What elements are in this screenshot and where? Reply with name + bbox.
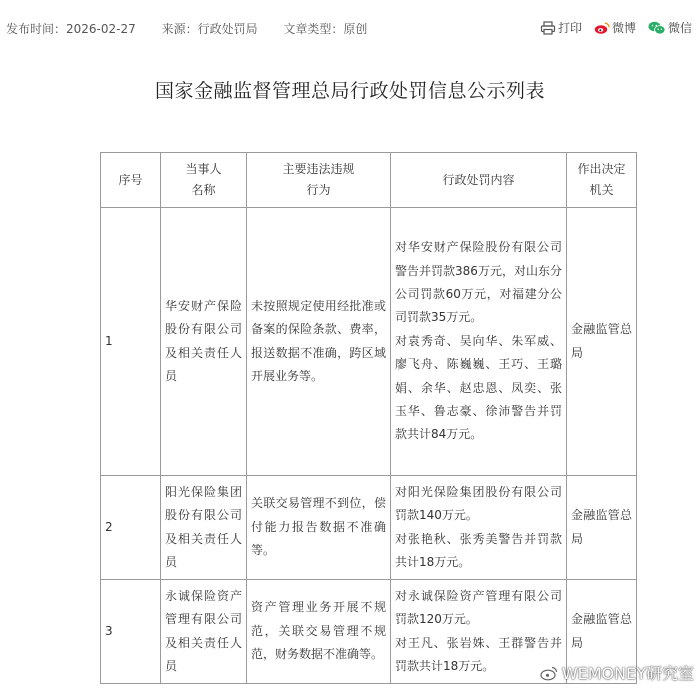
weibo-share-button[interactable] <box>594 19 636 36</box>
wechat-icon <box>648 21 666 35</box>
header-penalty: 行政处罚内容 <box>391 153 567 208</box>
penalty-line: 对阳光保险集团股份有限公司罚款140万元。 <box>395 484 562 523</box>
watermark <box>540 661 694 684</box>
source: 来源：行政处罚局 <box>161 22 258 36</box>
print-button[interactable] <box>540 19 582 36</box>
penalty-line: 对袁秀奇、吴向华、朱军威、廖飞舟、陈巍巍、王巧、王璐娟、余华、赵忠恩、凤奕、张玉华、鲁志豪、徐沛警告并罚款共计84万元。 <box>395 333 562 442</box>
row-penalty <box>391 476 567 580</box>
article-type: 文章类型：原创 <box>283 22 368 36</box>
wechat-label: 微信 <box>667 21 692 35</box>
row-violation: 关联交易管理不到位，偿付能力报告数据不准确等。 <box>247 476 391 580</box>
row-authority: 金融监管总局 <box>567 580 637 684</box>
penalty-table <box>100 152 637 684</box>
row-violation: 资产管理业务开展不规范，关联交易管理不规范，财务数据不准确等。 <box>247 580 391 684</box>
row-party: 永诚保险资产管理有限公司及相关责任人员 <box>161 580 247 684</box>
header-no: 序号 <box>101 153 161 208</box>
weibo-watermark-icon <box>540 665 558 681</box>
table-row <box>101 476 637 580</box>
header-violation: 主要违法违规 行为 <box>247 153 391 208</box>
publish-time: 发布时间：2026-02-27 <box>6 22 136 36</box>
penalty-line: 对王凡、张岩姝、王群警告并罚款共计18万元。 <box>395 635 562 673</box>
row-violation: 未按照规定使用经批准或备案的保险条款、费率，报送数据不准确，跨区域开展业务等。 <box>247 208 391 476</box>
row-penalty <box>391 208 567 476</box>
row-authority: 金融监管总局 <box>567 208 637 476</box>
header-authority: 作出决定 机关 <box>567 153 637 208</box>
watermark-text: WEMONEY研究室 <box>561 664 694 683</box>
row-authority: 金融监管总局 <box>567 476 637 580</box>
print-label: 打印 <box>557 21 582 35</box>
page-title: 国家金融监督管理总局行政处罚信息公示列表 <box>154 80 545 102</box>
row-no: 1 <box>101 208 161 476</box>
penalty-line: 对永诚保险资产管理有限公司罚款120万元。 <box>395 588 562 627</box>
penalty-line: 对华安财产保险股份有限公司警告并罚款386万元，对山东分公司罚款60万元，对福建分公司罚款35万元。 <box>395 240 562 325</box>
weibo-label: 微博 <box>611 21 636 35</box>
penalty-line: 对张艳秋、张秀美警告并罚款共计18万元。 <box>395 531 562 569</box>
article-meta <box>6 20 389 37</box>
wechat-share-button[interactable] <box>648 19 692 36</box>
row-no: 3 <box>101 580 161 684</box>
table-header-row <box>101 153 637 208</box>
row-party: 阳光保险集团股份有限公司及相关责任人员 <box>161 476 247 580</box>
header-party: 当事人 名称 <box>161 153 247 208</box>
row-no: 2 <box>101 476 161 580</box>
share-bar <box>540 19 692 36</box>
row-party: 华安财产保险股份有限公司及相关责任人员 <box>161 208 247 476</box>
weibo-icon <box>594 21 610 35</box>
printer-icon <box>540 21 556 35</box>
table-row <box>101 208 637 476</box>
